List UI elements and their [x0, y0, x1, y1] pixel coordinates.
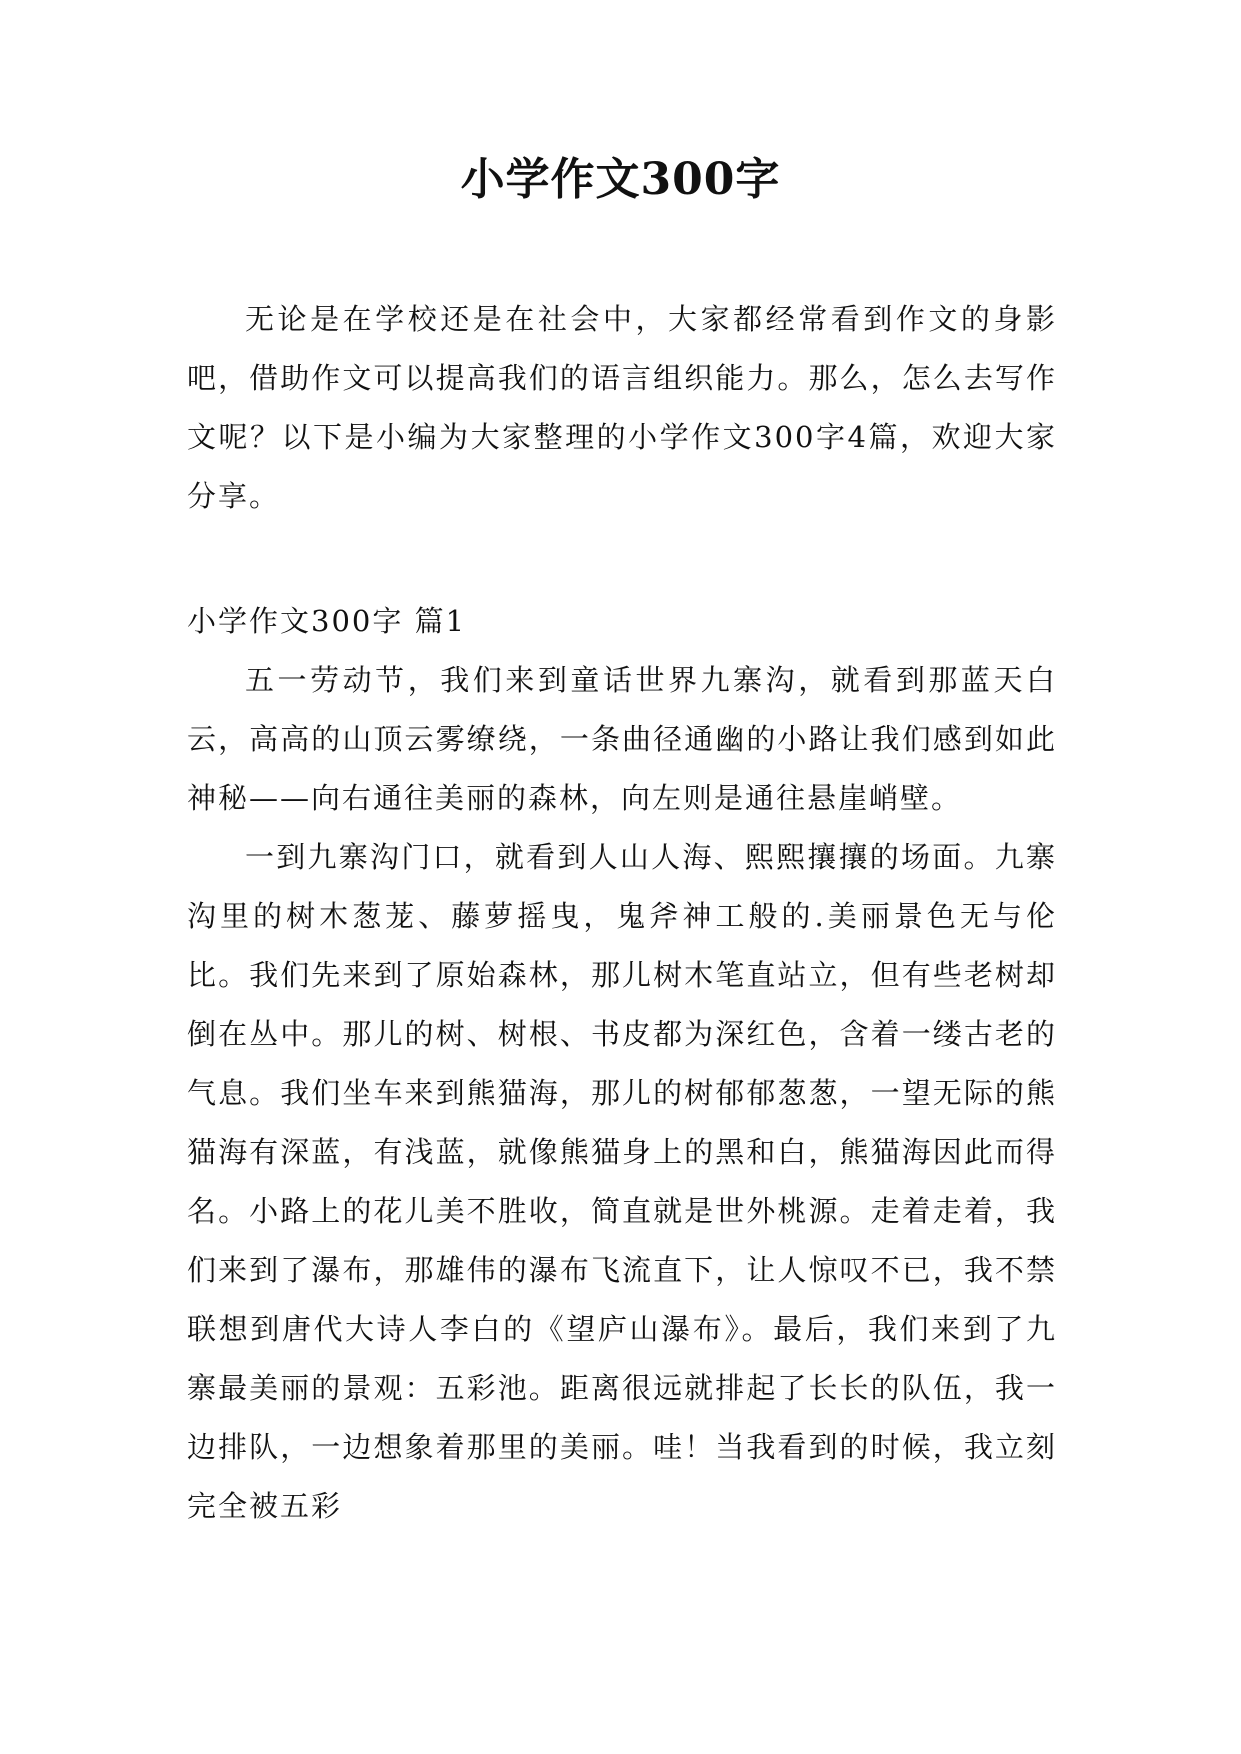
intro-paragraph: 无论是在学校还是在社会中，大家都经常看到作文的身影吧，借助作文可以提高我们的语言组织能力。那么，怎么去写作文呢？以下是小编为大家整理的小学作文300字4篇，欢迎大家分享。 — [187, 302, 1057, 513]
document-body — [187, 290, 1057, 1536]
body-paragraph: 一到九寨沟门口，就看到人山人海、熙熙攘攘的场面。九寨沟里的树木葱茏、藤萝摇曳，鬼斧神工般的.美丽景色无与伦比。我们先来到了原始森林，那儿树木笔直站立，但有些老树却倒在丛中。那儿的树、树根、书皮都为深红色，含着一缕古老的气息。我们坐车来到熊猫海，那儿的树郁郁葱葱，一望无际的熊猫海有深蓝，有浅蓝，就像熊猫身上的黑和白，熊猫海因此而得名。小路上的花儿美不胜收，简直就是世外桃源。走着走着，我们来到了瀑布，那雄伟的瀑布飞流直下，让人惊叹不已，我不禁联想到唐代大诗人李白的《望庐山瀑布》。最后，我们来到了九寨最美丽的景观：五彩池。距离很远就排起了长长的队伍，我一边排队，一边想象着那里的美丽。哇！当我看到的时候，我立刻完全被五彩 — [187, 840, 1057, 1523]
document-title: 小学作文300字 — [460, 154, 781, 205]
body-paragraph: 五一劳动节，我们来到童话世界九寨沟，就看到那蓝天白云，高高的山顶云雾缭绕，一条曲径通幽的小路让我们感到如此神秘——向右通往美丽的森林，向左则是通往悬崖峭壁。 — [187, 663, 1057, 815]
essay-section — [187, 592, 1057, 1536]
section-heading: 小学作文300字 篇1 — [187, 604, 467, 638]
